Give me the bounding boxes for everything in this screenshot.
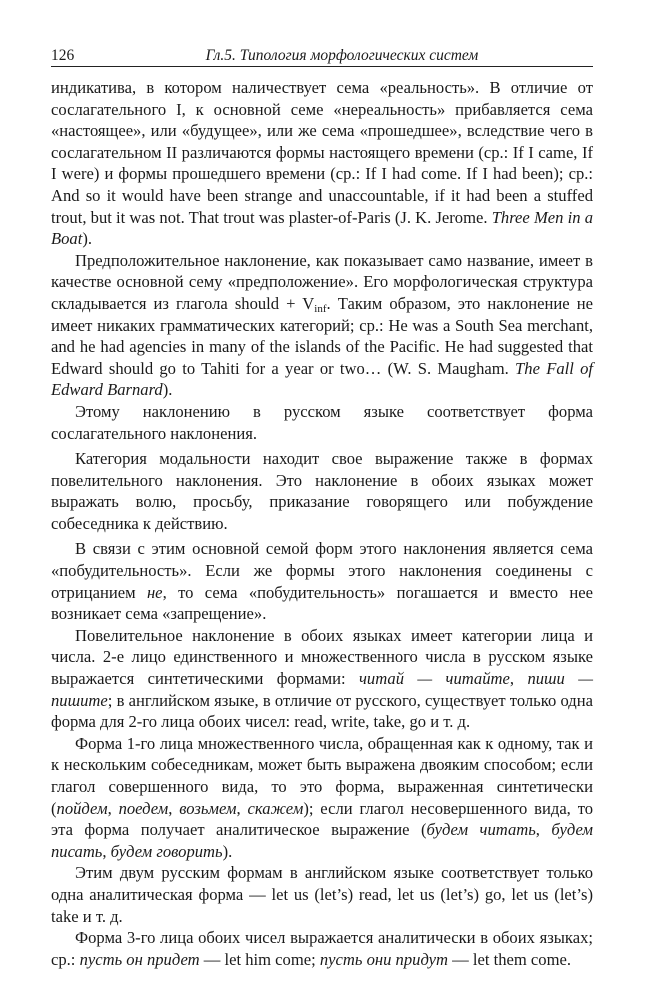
text-run: Этим двум русским формам в английском языке соответствует только одна аналитическая форма — let us (let’s) read, let us (let’s) go, let us (let’s) take и т. д. (51, 863, 593, 926)
running-head (51, 44, 593, 67)
body-text (51, 77, 593, 970)
chapter-title: Гл.5. Типология морфологических систем (205, 47, 479, 64)
page-number: 126 (51, 47, 75, 64)
text-run: , (535, 820, 552, 840)
paragraph (51, 448, 593, 534)
text-run: — let them come. (447, 949, 572, 969)
text-run: Этому наклонению в русском языке соответствует форма сослагательного наклонения. (51, 401, 593, 443)
text-run: , (236, 798, 248, 818)
text-run: Категория модальности находит свое выражение также в формах повелительного наклонения. Это наклонение в обоих языках может выражать волю, просьбу, приказание говорящего или побуждение собеседника к действию. (51, 449, 593, 533)
paragraph (51, 77, 593, 250)
text-run: индикатива, в котором наличествует сема «реальность». В отличие от сослагательного I, к основной семе «нереальность» прибавляется сема «настоящее», или «будущее», или же сема «прошедшее», вследствие чего в сослагательном II различаются формы настоящего времени (ср.: If I came, If I were) и формы прошедшего времени (ср.: If I had come. If I had been); ср.: And so it would have been strange and unaccountable, if it had been a stuffed trout, but it was not. That trout was plaster-of-Paris (J. K. Jerome. (51, 78, 593, 227)
text-run: Предположительное наклонение, как показывает само название, имеет в качестве основной сему «предположение». Его морфологическая структура складывается из глагола should + V (51, 250, 593, 313)
italic-text: будем писать (51, 820, 593, 861)
text-run: , (509, 669, 528, 689)
paragraph (51, 862, 593, 927)
paragraph (51, 538, 593, 624)
text-run: — let him come; (199, 949, 320, 969)
italic-text: Three Men in a Boat (51, 207, 593, 249)
italic-text: пусть они придут (319, 949, 448, 969)
italic-text: скажем (247, 798, 304, 818)
text-run: ; в английском языке, в отличие от русского, существует только одна форма для 2-го лица обоих чисел: read, write, take, go и т. д. (51, 690, 593, 732)
italic-text: пойдем (56, 798, 108, 818)
italic-text: читай — читайте (359, 669, 510, 689)
paragraph (51, 927, 593, 970)
paragraph (51, 625, 593, 733)
italic-text: будем читать (426, 820, 536, 840)
paragraph (51, 250, 593, 401)
italic-text: будем говорить (110, 841, 223, 861)
subscript: inf (314, 302, 327, 315)
book-page (51, 44, 593, 970)
paragraph (51, 401, 593, 444)
text-run: В связи с этим основной семой форм этого наклонения является сема «побудительность». Если же формы этого наклонения соединены с отрицанием (51, 539, 593, 602)
text-run: ). (162, 380, 173, 400)
text-run: , (102, 841, 111, 861)
text-run: , (168, 798, 180, 818)
italic-text: The Fall of Edward Barnard (51, 358, 594, 400)
text-run: , то сема «побудительность» погашается и вместо нее возникает сема «запрещение». (51, 582, 594, 624)
text-run: , (107, 798, 119, 818)
text-run: Повелительное наклонение в обоих языках имеет категории лица и числа. 2-е лицо единственного и множественного числа в русском языке выражается синтетическими формами: (51, 625, 593, 689)
italic-text: пиши — пишите (51, 669, 594, 710)
paragraph (51, 733, 593, 863)
text-run: ). (222, 841, 233, 861)
italic-text: возьмем (179, 798, 237, 818)
text-run: . Таким образом, это наклонение не имеет никаких грамматических категорий; ср.: He was a South Sea merchant, and he had agencies in many of the islands of the Pacific. He had suggested that Edward should go to Tahiti for a year or two… (W. S. Maugham. (51, 293, 593, 378)
italic-text: пусть он придет (79, 949, 200, 969)
text-run: Форма 3-го лица обоих чисел выражается аналитически в обоих языках; ср.: (51, 928, 593, 969)
text-run: Форма 1-го лица множественного числа, обращенная как к одному, так и к нескольким собеседникам, может быть выражена двояким способом; если глагол совершенного вида, то это форма, выраженная синтетически ( (51, 733, 593, 818)
italic-text: поедем (118, 798, 169, 818)
text-run: ). (82, 229, 93, 249)
text-run: ); если глагол несовершенного вида, то эта форма получает аналитическое выражение ( (51, 798, 594, 840)
italic-text: не (146, 582, 163, 602)
